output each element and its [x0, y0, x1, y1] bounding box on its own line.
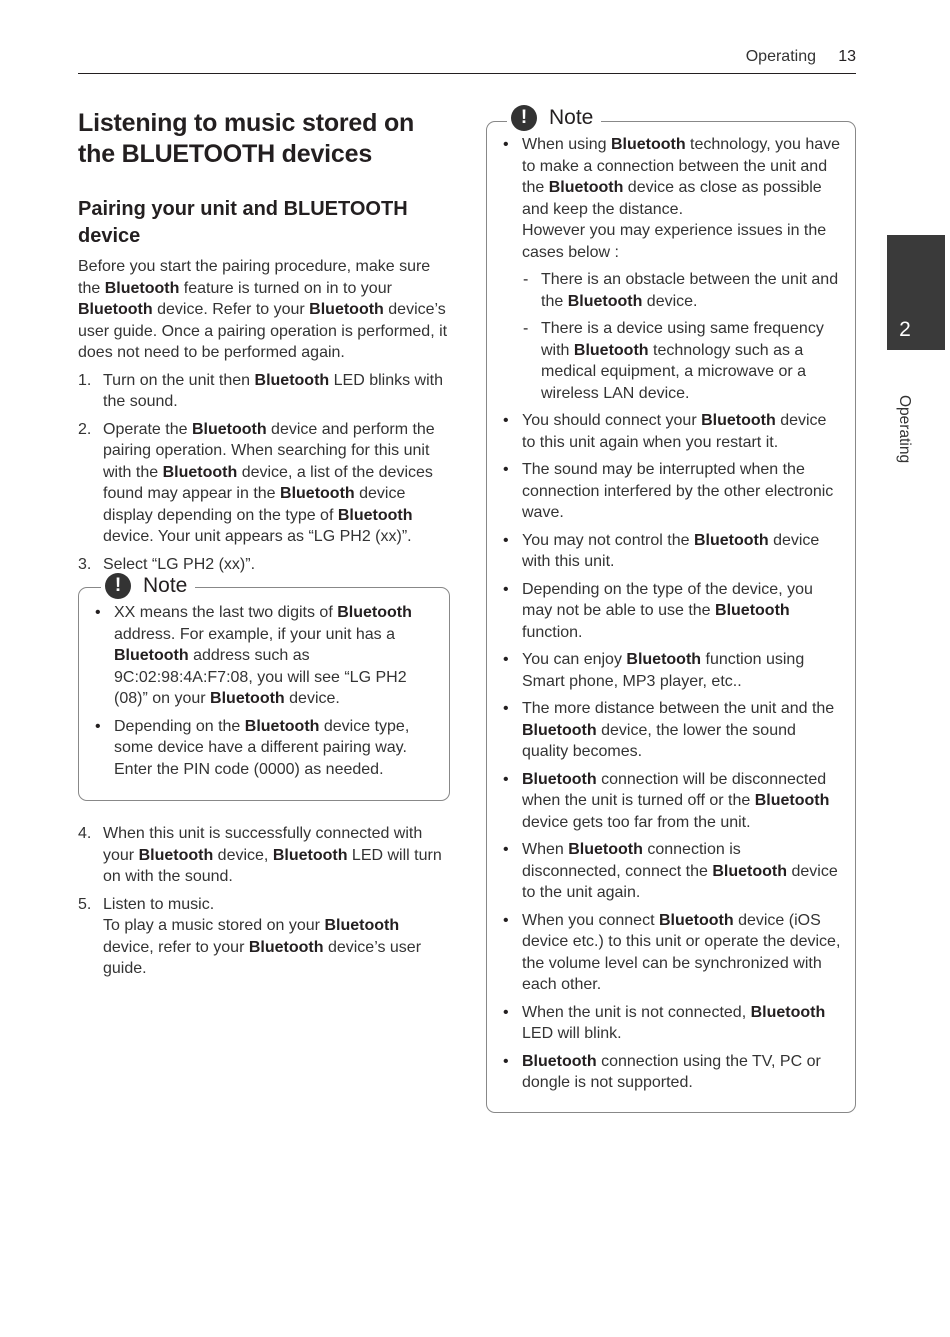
list-item: • You can enjoy Bluetooth function using Smart phone, MP3 player, etc..	[501, 649, 841, 692]
bluetooth-term: Bluetooth	[522, 1052, 597, 1070]
bluetooth-term: Bluetooth	[78, 301, 153, 318]
exclamation-icon: !	[105, 573, 131, 599]
step-number: 5.	[78, 895, 92, 913]
bluetooth-term: Bluetooth	[324, 917, 400, 934]
list-item: • When you connect Bluetooth device (iOS device etc.) to this unit or operate the device, the volume level can be synchronized with each other.	[501, 910, 841, 996]
bluetooth-term: Bluetooth	[138, 846, 214, 864]
bluetooth-term: Bluetooth	[693, 531, 769, 549]
list-item: • Depending on the Bluetooth device type, some device have a different pairing way. Enter the PIN code (0000) as needed.	[93, 716, 439, 781]
bluetooth-term: Bluetooth	[568, 841, 643, 858]
steps-list-second	[78, 823, 450, 980]
sub-list-item: - There is a device using same frequency with Bluetooth technology such as a medical equipment, a microwave or a wireless LAN device.	[522, 318, 841, 404]
bluetooth-term: Bluetooth	[712, 862, 788, 880]
bluetooth-term: Bluetooth	[573, 341, 649, 359]
list-item: • When using Bluetooth technology, you have to make a connection between the unit and the Bluetooth device as close as possible and keep the distance. However you may experience issues in the cases below : - There is an obstacle between the unit and the Bluetooth device. - There is a device using same frequency with Bluetooth technology such as a medical equipment, a microwave or a wireless LAN device.	[501, 134, 841, 404]
step-number: 2.	[78, 420, 92, 438]
list-item: • You should connect your Bluetooth device to this unit again when you restart it.	[501, 410, 841, 453]
page-header	[78, 46, 856, 74]
sub-list-item: - There is an obstacle between the unit and the Bluetooth device.	[522, 269, 841, 312]
steps-list-first	[78, 370, 450, 576]
note-left-list	[93, 602, 439, 780]
step-number: 1.	[78, 371, 92, 389]
list-item: 2. Operate the Bluetooth device and perform the pairing operation. When searching for this unit with the Bluetooth device, a list of the devices found may appear in the Bluetooth device display depending on the type of Bluetooth device. Your unit appears as “LG PH2 (xx)”.	[78, 420, 435, 545]
bluetooth-term: Bluetooth	[567, 292, 643, 310]
page-title: Listening to music stored on the BLUETOOTH devices	[78, 109, 415, 168]
bluetooth-term: Bluetooth	[522, 721, 597, 739]
bluetooth-term: Bluetooth	[548, 179, 624, 196]
header-section-title: Operating	[745, 48, 816, 65]
exclamation-icon: !	[511, 105, 537, 131]
list-item: • When Bluetooth connection is disconnected, connect the Bluetooth device to the unit again.	[501, 839, 841, 904]
bluetooth-term: Bluetooth	[522, 770, 597, 788]
bluetooth-term: Bluetooth	[244, 717, 320, 735]
bluetooth-term: Bluetooth	[754, 792, 830, 809]
bluetooth-term: Bluetooth	[701, 412, 776, 429]
list-item: • The sound may be interrupted when the connection interfered by the other electronic wave.	[501, 459, 841, 524]
list-item: • Depending on the type of the device, you may not be able to use the Bluetooth function.	[501, 579, 841, 644]
list-item: • The more distance between the unit and the Bluetooth device, the lower the sound quality becomes.	[501, 698, 841, 763]
bluetooth-term: Bluetooth	[337, 506, 413, 524]
note-box-right	[486, 106, 856, 1113]
bluetooth-term: Bluetooth	[610, 136, 686, 153]
bluetooth-term: Bluetooth	[715, 602, 790, 619]
bluetooth-term: Bluetooth	[272, 846, 348, 864]
list-item: • You may not control the Bluetooth device with this unit.	[501, 530, 841, 573]
bluetooth-term: Bluetooth	[114, 647, 189, 664]
list-item: 1. Turn on the unit then Bluetooth LED blinks with the sound.	[78, 371, 443, 410]
note-right-list	[501, 134, 841, 1094]
bluetooth-term: Bluetooth	[210, 690, 285, 707]
intro-paragraph: Before you start the pairing procedure, make sure the Bluetooth feature is turned on in to your Bluetooth device. Refer to your Bluetooth device’s user guide. Once a pairing operation is performed, it does not need to be performed again.	[78, 258, 448, 361]
bluetooth-term: Bluetooth	[254, 371, 330, 389]
list-item: • When the unit is not connected, Bluetooth LED will blink.	[501, 1002, 841, 1045]
note-header	[101, 573, 195, 599]
bluetooth-term: Bluetooth	[337, 604, 412, 621]
bluetooth-term: Bluetooth	[280, 485, 355, 502]
note-title: Note	[549, 106, 594, 129]
section-subtitle: Pairing your unit and BLUETOOTH device	[78, 198, 408, 247]
bluetooth-term: Bluetooth	[750, 1003, 826, 1021]
bluetooth-term: Bluetooth	[248, 938, 324, 956]
bluetooth-term: Bluetooth	[309, 301, 384, 318]
list-item: 3. Select “LG PH2 (xx)”.	[78, 554, 450, 576]
bluetooth-term: Bluetooth	[104, 279, 180, 297]
bluetooth-term: Bluetooth	[162, 463, 238, 481]
list-item: • Bluetooth connection using the TV, PC or dongle is not supported.	[501, 1051, 841, 1094]
bluetooth-term: Bluetooth	[658, 911, 734, 929]
step-number: 3.	[78, 555, 92, 573]
note-title: Note	[143, 574, 188, 597]
bluetooth-term: Bluetooth	[626, 651, 702, 668]
chapter-number: 2	[899, 318, 911, 341]
list-item: 4. When this unit is successfully connected with your Bluetooth device, Bluetooth LED will turn on with the sound.	[78, 825, 442, 885]
list-item: • Bluetooth connection will be disconnected when the unit is turned off or the Bluetooth device gets too far from the unit.	[501, 769, 841, 834]
list-item: • XX means the last two digits of Bluetooth address. For example, if your unit has a Bluetooth address such as 9C:02:98:4A:F7:08, you will see “LG PH2 (08)” on your Bluetooth device.	[93, 602, 439, 710]
note-header	[507, 105, 601, 131]
sub-list	[522, 269, 841, 404]
page-number: 13	[838, 48, 856, 65]
left-column	[78, 108, 450, 986]
step-number: 4.	[78, 825, 92, 842]
note-box-left	[78, 574, 450, 801]
bluetooth-term: Bluetooth	[191, 420, 267, 438]
list-item: 5. Listen to music. To play a music stored on your Bluetooth device, refer to your Bluetooth device’s user guide.	[78, 895, 422, 977]
